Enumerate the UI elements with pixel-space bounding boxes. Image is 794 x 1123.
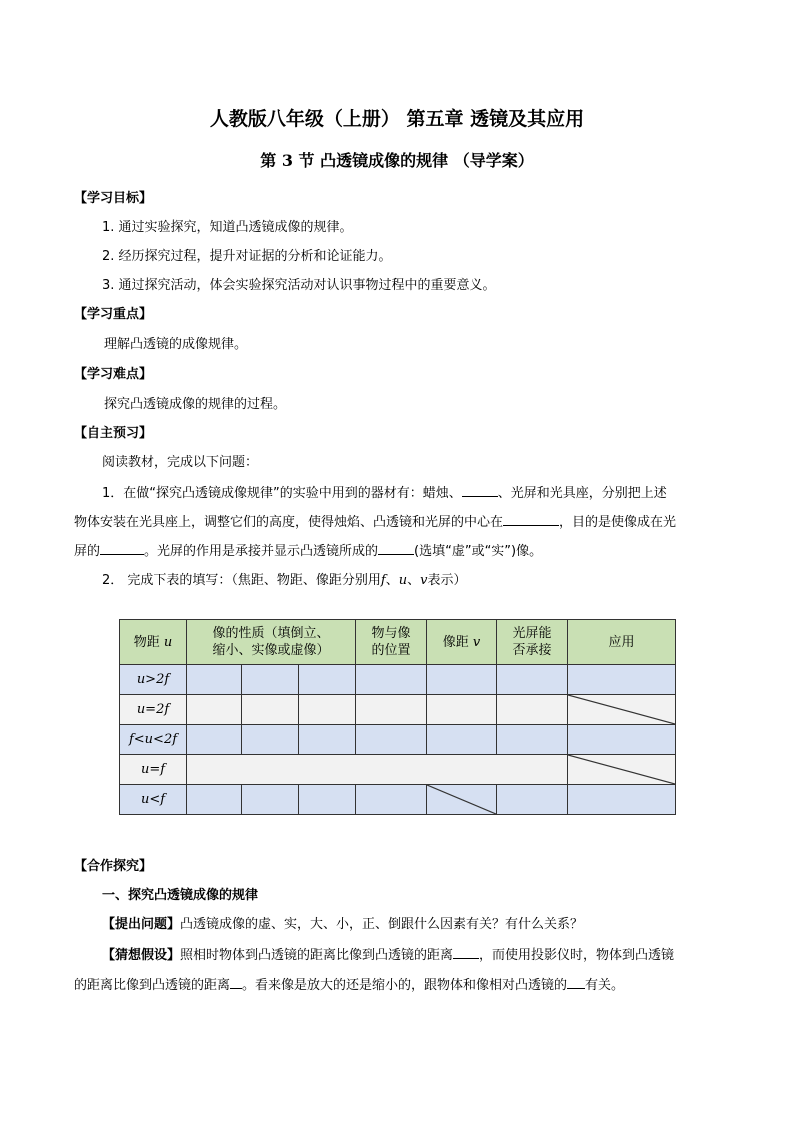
answer-cell[interactable] (187, 665, 242, 695)
question-1-line-3: 屏的 。光屏的作用是承接并显示凸透镜所成的 (选填“虚”或“实”)像。 (74, 544, 543, 559)
answer-blank[interactable] (378, 542, 414, 555)
answer-cell[interactable] (568, 665, 676, 695)
section-heading: 一、探究凸透镜成像的规律 (102, 888, 259, 903)
table-row (120, 785, 676, 815)
answer-cell[interactable] (497, 665, 568, 695)
page-subtitle: 第 3 节 凸透镜成像的规律 （导学案） (260, 151, 534, 170)
hypothesis-line-2: 的距离比像到凸透镜的距离 。看来像是放大的还是缩小的，跟物体和像相对凸透镜的 有关。 (74, 978, 625, 993)
answer-blank[interactable] (503, 513, 559, 526)
objective-item: 2. 经历探究过程，提升对证据的分析和论证能力。 (102, 249, 392, 264)
answer-cell[interactable] (568, 725, 676, 755)
answer-cell[interactable] (299, 725, 356, 755)
difficulty-text: 探究凸透镜成像的规律的过程。 (104, 397, 287, 412)
preview-intro: 阅读教材，完成以下问题： (102, 455, 259, 470)
answer-cell[interactable] (356, 665, 427, 695)
cooperate-header: 【合作探究】 (74, 859, 153, 874)
question-1-line-1: 1．在做“探究凸透镜成像规律”的实验中用到的器材有：蜡烛、 、光屏和光具座，分别把上述 (102, 486, 667, 501)
answer-cell[interactable] (568, 785, 676, 815)
question-line: 【提出问题】凸透镜成像的虚、实，大、小，正、倒跟什么因素有关？有什么关系？ (102, 917, 584, 932)
answer-cell[interactable] (187, 785, 242, 815)
answer-cell[interactable] (242, 695, 299, 725)
diagonal-cell (568, 755, 676, 785)
answer-cell[interactable] (242, 665, 299, 695)
page-title: 人教版八年级（上册） 第五章 透镜及其应用 (209, 108, 585, 130)
answer-cell[interactable] (299, 785, 356, 815)
key-point-text: 理解凸透镜的成像规律。 (104, 337, 248, 352)
question-1-line-2: 物体安装在光具座上，调整它们的高度，使得烛焰、凸透镜和光屏的中心在 ，目的是使像成在光 (74, 515, 677, 530)
answer-cell[interactable] (242, 725, 299, 755)
header-screen-receivable: 光屏能 否承接 (497, 620, 568, 665)
answer-cell[interactable] (427, 665, 497, 695)
answer-blank[interactable] (453, 946, 479, 959)
header-object-distance: 物距 u (120, 620, 187, 665)
answer-cell[interactable] (427, 695, 497, 725)
header-object-image-position: 物与像 的位置 (356, 620, 427, 665)
difficulty-header: 【学习难点】 (74, 367, 153, 382)
header-image-properties: 像的性质（填倒立、 缩小、实像或虚像） (187, 620, 356, 665)
row-label: u<f (120, 785, 187, 815)
answer-blank[interactable] (567, 976, 585, 989)
answer-cell[interactable] (187, 695, 242, 725)
objectives-header: 【学习目标】 (74, 191, 153, 206)
diagonal-cell (427, 785, 497, 815)
key-point-header: 【学习重点】 (74, 307, 153, 322)
answer-cell[interactable] (497, 785, 568, 815)
row-label: u>2f (120, 665, 187, 695)
header-image-distance: 像距 v (427, 620, 497, 665)
answer-cell[interactable] (242, 785, 299, 815)
row-label: f<u<2f (120, 725, 187, 755)
row-label: u=f (120, 755, 187, 785)
row-label: u=2f (120, 695, 187, 725)
objective-item: 3. 通过探究活动，体会实验探究活动对认识事物过程中的重要意义。 (102, 278, 496, 293)
table-row (120, 755, 676, 785)
answer-cell[interactable] (187, 725, 242, 755)
header-application: 应用 (568, 620, 676, 665)
answer-cell[interactable] (427, 725, 497, 755)
hypothesis-line-1: 【猜想假设】照相时物体到凸透镜的距离比像到凸透镜的距离 ，而使用投影仪时，物体到凸透镜 (102, 948, 675, 963)
answer-cell[interactable] (497, 695, 568, 725)
answer-blank[interactable] (462, 484, 498, 497)
answer-blank[interactable] (100, 542, 144, 555)
answer-cell[interactable] (299, 695, 356, 725)
objective-item: 1. 通过实验探究，知道凸透镜成像的规律。 (102, 220, 353, 235)
answer-cell-merged[interactable] (187, 755, 568, 785)
table-row (120, 665, 676, 695)
preview-header: 【自主预习】 (74, 426, 153, 441)
answer-cell[interactable] (497, 725, 568, 755)
answer-cell[interactable] (356, 785, 427, 815)
question-2: 2． 完成下表的填写：（焦距、物距、像距分别用f、u、v表示） (102, 573, 467, 588)
answer-cell[interactable] (299, 665, 356, 695)
table-header-row (120, 620, 676, 665)
answer-cell[interactable] (356, 695, 427, 725)
table-row (120, 695, 676, 725)
diagonal-cell (568, 695, 676, 725)
table-row (120, 725, 676, 755)
lens-image-table (119, 619, 676, 815)
answer-cell[interactable] (356, 725, 427, 755)
answer-blank[interactable] (230, 976, 242, 989)
